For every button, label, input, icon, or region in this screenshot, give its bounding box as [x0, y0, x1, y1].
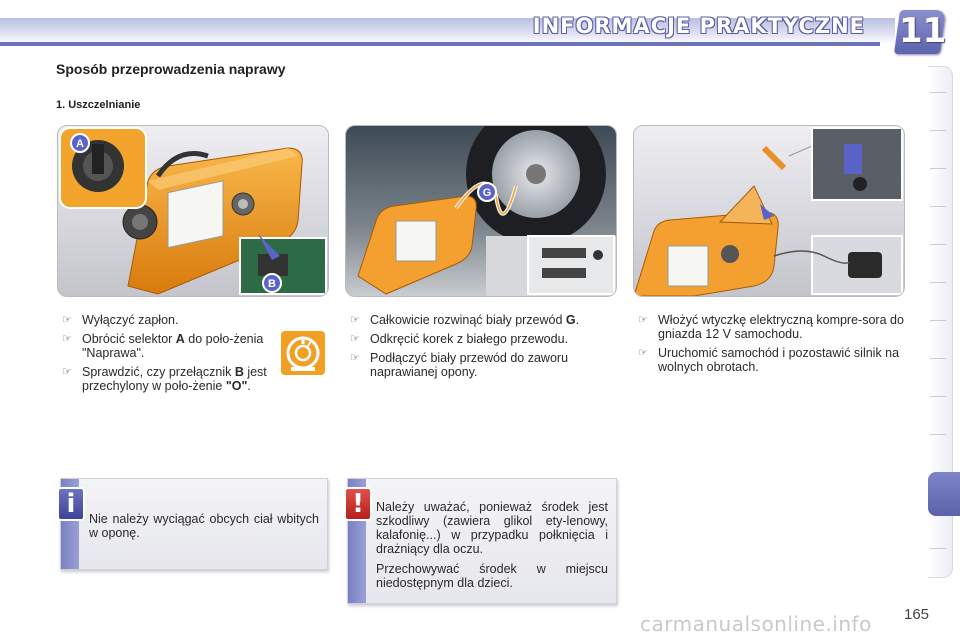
- step-text: .: [247, 379, 251, 393]
- chapter-number: 11: [899, 11, 947, 51]
- step-item: [638, 346, 906, 374]
- warning-icon: !: [344, 487, 372, 521]
- finger-pointer-icon: ☞: [638, 347, 648, 359]
- step-item: [350, 351, 618, 379]
- tab-divider: [930, 244, 946, 245]
- illustration-hose-to-tyre: [345, 125, 617, 297]
- tab-divider: [930, 282, 946, 283]
- tab-divider: [930, 396, 946, 397]
- selector-a-ref: A: [175, 332, 185, 346]
- step-text: jest przechylony w poło-żenie: [82, 365, 267, 393]
- finger-pointer-icon: ☞: [350, 352, 360, 364]
- tab-divider: [930, 92, 946, 93]
- callout-b-label: B: [268, 278, 276, 290]
- illustration-plug-into-socket: [633, 125, 905, 297]
- step-text: Wyłączyć zapłon.: [82, 313, 179, 327]
- info-note-text: [89, 512, 319, 546]
- repair-mode-gauge-icon: [281, 331, 325, 375]
- step-text: Obrócić selektor: [82, 332, 176, 346]
- step-item: [62, 365, 274, 393]
- step-item: [62, 313, 274, 327]
- step-text: .: [575, 313, 580, 327]
- finger-pointer-icon: ☞: [350, 333, 360, 345]
- position-o-ref: "O": [225, 379, 248, 393]
- warning-paragraph: Należy uważać, ponieważ środek jest szkodliwy (zawiera glikol ety-lenowy, kalafonię...) w przypadku połknięcia i drażniący dla oczu.: [376, 500, 608, 556]
- chapter-tab-active[interactable]: [928, 472, 960, 516]
- watermark: carmanualsonline.info: [640, 612, 872, 636]
- tab-divider: [930, 130, 946, 131]
- warning-paragraph: Przechowywać środek w miejscu niedostępnym dla dzieci.: [376, 562, 608, 590]
- step-item: [62, 332, 274, 360]
- step-text: Odkręcić korek z białego przewodu.: [370, 332, 569, 346]
- info-icon: i: [57, 487, 85, 521]
- page-header-title: INFORMACJE PRAKTYCZNE: [532, 14, 865, 38]
- illustration-compressor-selector: [57, 125, 329, 297]
- steps-column-1: [62, 313, 274, 398]
- finger-pointer-icon: ☞: [62, 366, 72, 378]
- step-text: Całkowicie rozwinąć biały przewód: [370, 313, 566, 327]
- hose-g-ref: G: [565, 313, 576, 327]
- step-subheading: 1. Uszczelnianie: [56, 99, 141, 111]
- step-text: Włożyć wtyczkę elektryczną kompre-sora do gniazda 12 V samochodu.: [658, 313, 904, 341]
- page-number: 165: [904, 606, 930, 623]
- section-title: Sposób przeprowadzenia naprawy: [56, 61, 286, 77]
- tab-divider: [930, 358, 946, 359]
- step-text: Sprawdzić, czy przełącznik: [82, 365, 235, 379]
- tab-divider: [930, 168, 946, 169]
- finger-pointer-icon: ☞: [62, 314, 72, 326]
- info-note: [60, 478, 328, 570]
- tab-divider: [930, 320, 946, 321]
- step-text: Podłączyć biały przewód do zaworu naprawianej opony.: [370, 351, 569, 379]
- callout-a-label: A: [76, 138, 84, 150]
- tab-divider: [930, 206, 946, 207]
- step-text: do poło-żenia "Naprawa".: [82, 332, 264, 360]
- info-paragraph: Nie należy wyciągać obcych ciał wbitych w oponę.: [89, 512, 319, 540]
- steps-column-3: [638, 313, 906, 379]
- warning-note: [347, 478, 617, 604]
- tab-divider: [930, 548, 946, 549]
- tab-divider: [930, 434, 946, 435]
- steps-column-2: [350, 313, 618, 384]
- step-item: [350, 313, 618, 327]
- finger-pointer-icon: ☞: [638, 314, 648, 326]
- header-rule: [0, 42, 880, 46]
- callout-g-label: G: [482, 187, 492, 199]
- step-item: [350, 332, 618, 346]
- step-item: [638, 313, 906, 341]
- finger-pointer-icon: ☞: [350, 314, 360, 326]
- step-text: Uruchomić samochód i pozostawić silnik na wolnych obrotach.: [658, 346, 900, 374]
- warning-note-text: [376, 500, 608, 596]
- finger-pointer-icon: ☞: [62, 333, 72, 345]
- switch-b-ref: B: [234, 365, 244, 379]
